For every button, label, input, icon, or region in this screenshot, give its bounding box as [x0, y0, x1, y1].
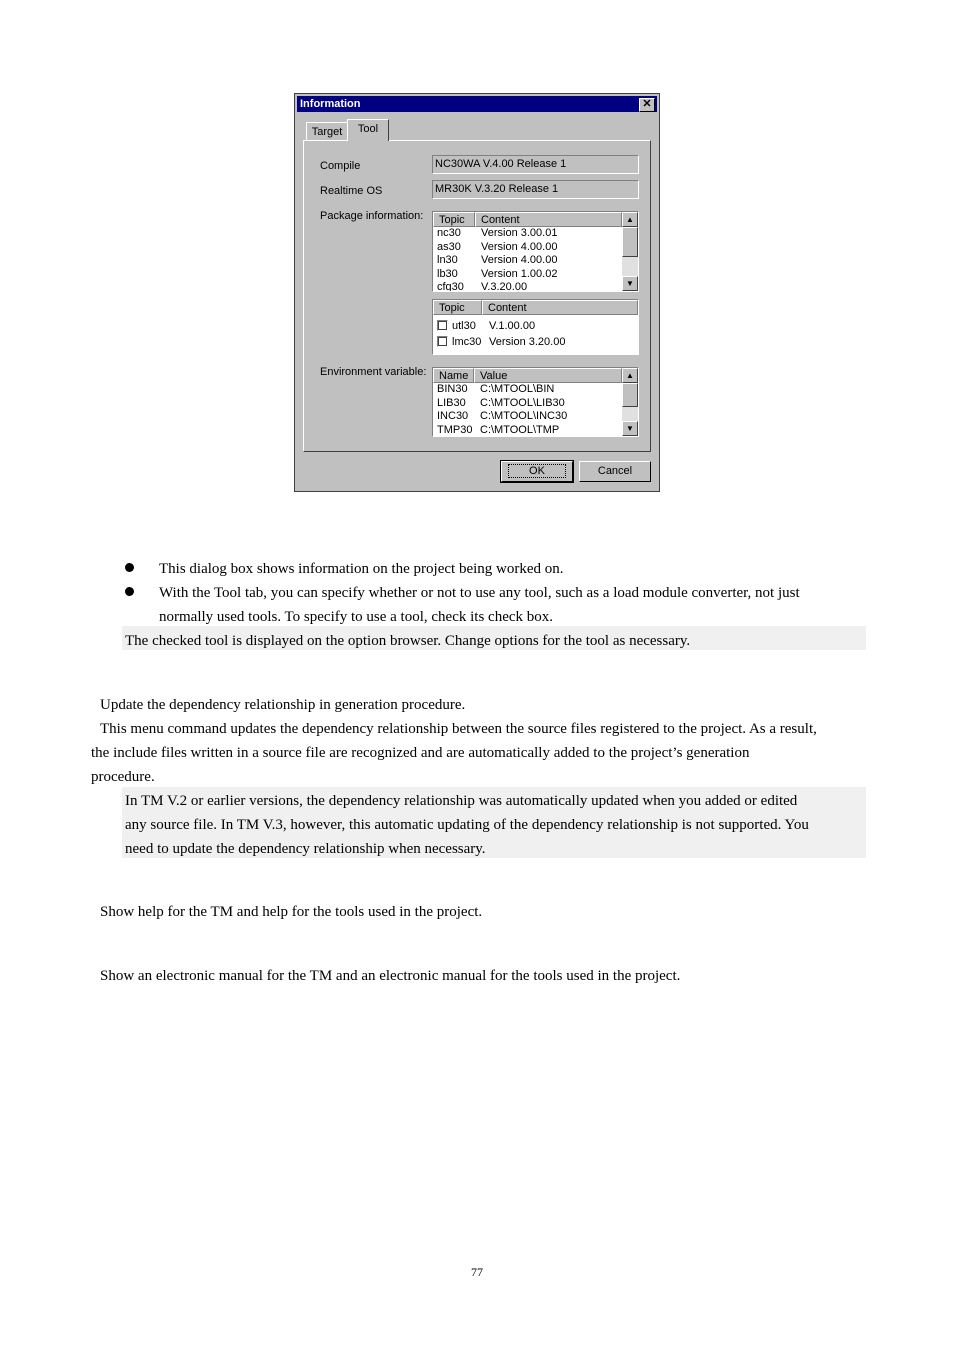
package-content: V.3.20.00 [481, 281, 528, 292]
package-topic: nc30 [437, 227, 461, 239]
page-number: 77 [471, 1265, 483, 1279]
scroll-up-icon[interactable]: ▲ [622, 212, 638, 227]
list-item[interactable] [433, 397, 638, 411]
package-info-list[interactable] [432, 211, 639, 292]
cancel-button[interactable]: Cancel [579, 461, 651, 482]
note-text-2a: In TM V.2 or earlier versions, the dependency relationship was automatically updated when you added or edited [125, 793, 798, 809]
env-value: C:\MTOOL\INC30 [480, 410, 568, 422]
bullet-dot [125, 563, 134, 572]
env-value: C:\MTOOL\BIN [480, 383, 555, 395]
list-item[interactable] [433, 268, 638, 282]
realtime-os-label: Realtime OS [320, 185, 383, 197]
bullet-text-2: With the Tool tab, you can specify whether or not to use any tool, such as a load module converter, not just [159, 585, 800, 601]
scroll-down-icon[interactable]: ▼ [622, 276, 638, 291]
compile-label: Compile [320, 160, 361, 172]
tools-list-header [433, 300, 638, 315]
scroll-thumb[interactable] [622, 383, 638, 407]
env-header-value[interactable]: Value [474, 368, 622, 383]
list-item[interactable] [433, 241, 638, 255]
package-topic: ln30 [437, 254, 458, 266]
bullet-text-1: This dialog box shows information on the project being worked on. [159, 561, 564, 577]
utl30-checkbox[interactable] [437, 320, 448, 331]
package-scrollbar[interactable] [622, 212, 638, 291]
list-item[interactable] [433, 424, 638, 438]
env-name: LIB30 [437, 396, 466, 409]
dialog-title: Information [300, 98, 361, 110]
compile-field: NC30WA V.4.00 Release 1 [432, 155, 639, 174]
package-header-content[interactable]: Content [475, 212, 622, 227]
env-variable-label: Environment variable: [320, 366, 427, 378]
package-topic: cfg30 [437, 281, 464, 292]
tool-topic: lmc30 [452, 336, 482, 348]
env-name: BIN30 [437, 383, 468, 395]
package-info-label: Package information: [320, 210, 424, 222]
ok-button-label: OK [508, 464, 566, 478]
list-item[interactable] [433, 227, 638, 241]
close-icon[interactable]: ✕ [639, 98, 655, 112]
information-dialog [294, 93, 660, 492]
package-content: Version 1.00.02 [481, 267, 558, 280]
list-item[interactable] [433, 334, 638, 350]
tools-check-list[interactable] [432, 299, 639, 355]
package-topic: as30 [437, 240, 461, 253]
env-scrollbar[interactable] [622, 368, 638, 436]
scroll-thumb[interactable] [622, 227, 638, 257]
tool-tab-panel [303, 140, 651, 452]
note-text-1: The checked tool is displayed on the option browser. Change options for the tool as necessary. [125, 633, 691, 649]
env-name: TMP30 [437, 423, 473, 436]
env-value: C:\MTOOL\LIB30 [480, 396, 565, 409]
env-variable-list[interactable] [432, 367, 639, 437]
env-value: C:\MTOOL\TMP [480, 423, 560, 436]
dependency-text-1: This menu command updates the dependency relationship between the source files registered to the project. As a result, [100, 721, 817, 737]
bullet-text-2-cont: normally used tools. To specify to use a tool, check its check box. [159, 609, 554, 625]
env-list-header [433, 368, 638, 383]
dependency-text-3: procedure. [91, 769, 155, 785]
tools-header-content[interactable]: Content [482, 300, 638, 315]
package-topic: lb30 [437, 267, 458, 280]
env-header-name[interactable]: Name [433, 368, 474, 383]
dependency-heading: Update the dependency relationship in generation procedure. [100, 697, 466, 713]
dialog-title-bar [297, 96, 657, 112]
tab-target[interactable]: Target [306, 122, 348, 141]
scroll-down-icon[interactable]: ▼ [622, 421, 638, 436]
scroll-up-icon[interactable]: ▲ [622, 368, 638, 383]
package-content: Version 4.00.00 [481, 254, 558, 266]
list-item[interactable] [433, 410, 638, 424]
note-text-2b: any source file. In TM V.3, however, this automatic updating of the dependency relationship is not supported. You [125, 817, 809, 833]
ok-button[interactable] [501, 461, 573, 482]
env-name: INC30 [437, 410, 469, 422]
tools-header-topic[interactable]: Topic [433, 300, 482, 315]
tool-topic: utl30 [452, 320, 476, 332]
list-item[interactable] [433, 318, 638, 334]
lmc30-checkbox[interactable] [437, 336, 448, 347]
package-content: Version 4.00.00 [481, 240, 558, 253]
list-item[interactable] [433, 383, 638, 397]
list-item[interactable] [433, 254, 638, 268]
realtime-os-field: MR30K V.3.20 Release 1 [432, 180, 639, 199]
help-text: Show help for the TM and help for the tools used in the project. [100, 904, 483, 920]
note-text-2c: need to update the dependency relationship when necessary. [125, 841, 486, 857]
list-item[interactable] [433, 281, 638, 292]
tab-tool[interactable]: Tool [347, 119, 389, 141]
package-content: Version 3.00.01 [481, 227, 558, 239]
package-header-topic[interactable]: Topic [433, 212, 475, 227]
tool-content: V.1.00.00 [489, 320, 536, 332]
manual-text: Show an electronic manual for the TM and an electronic manual for the tools used in the project. [100, 968, 681, 984]
bullet-dot [125, 587, 134, 596]
tool-content: Version 3.20.00 [489, 336, 566, 348]
package-list-header [433, 212, 638, 227]
dependency-text-2: the include files written in a source file are recognized and are automatically added to the project’s generation [91, 745, 750, 761]
